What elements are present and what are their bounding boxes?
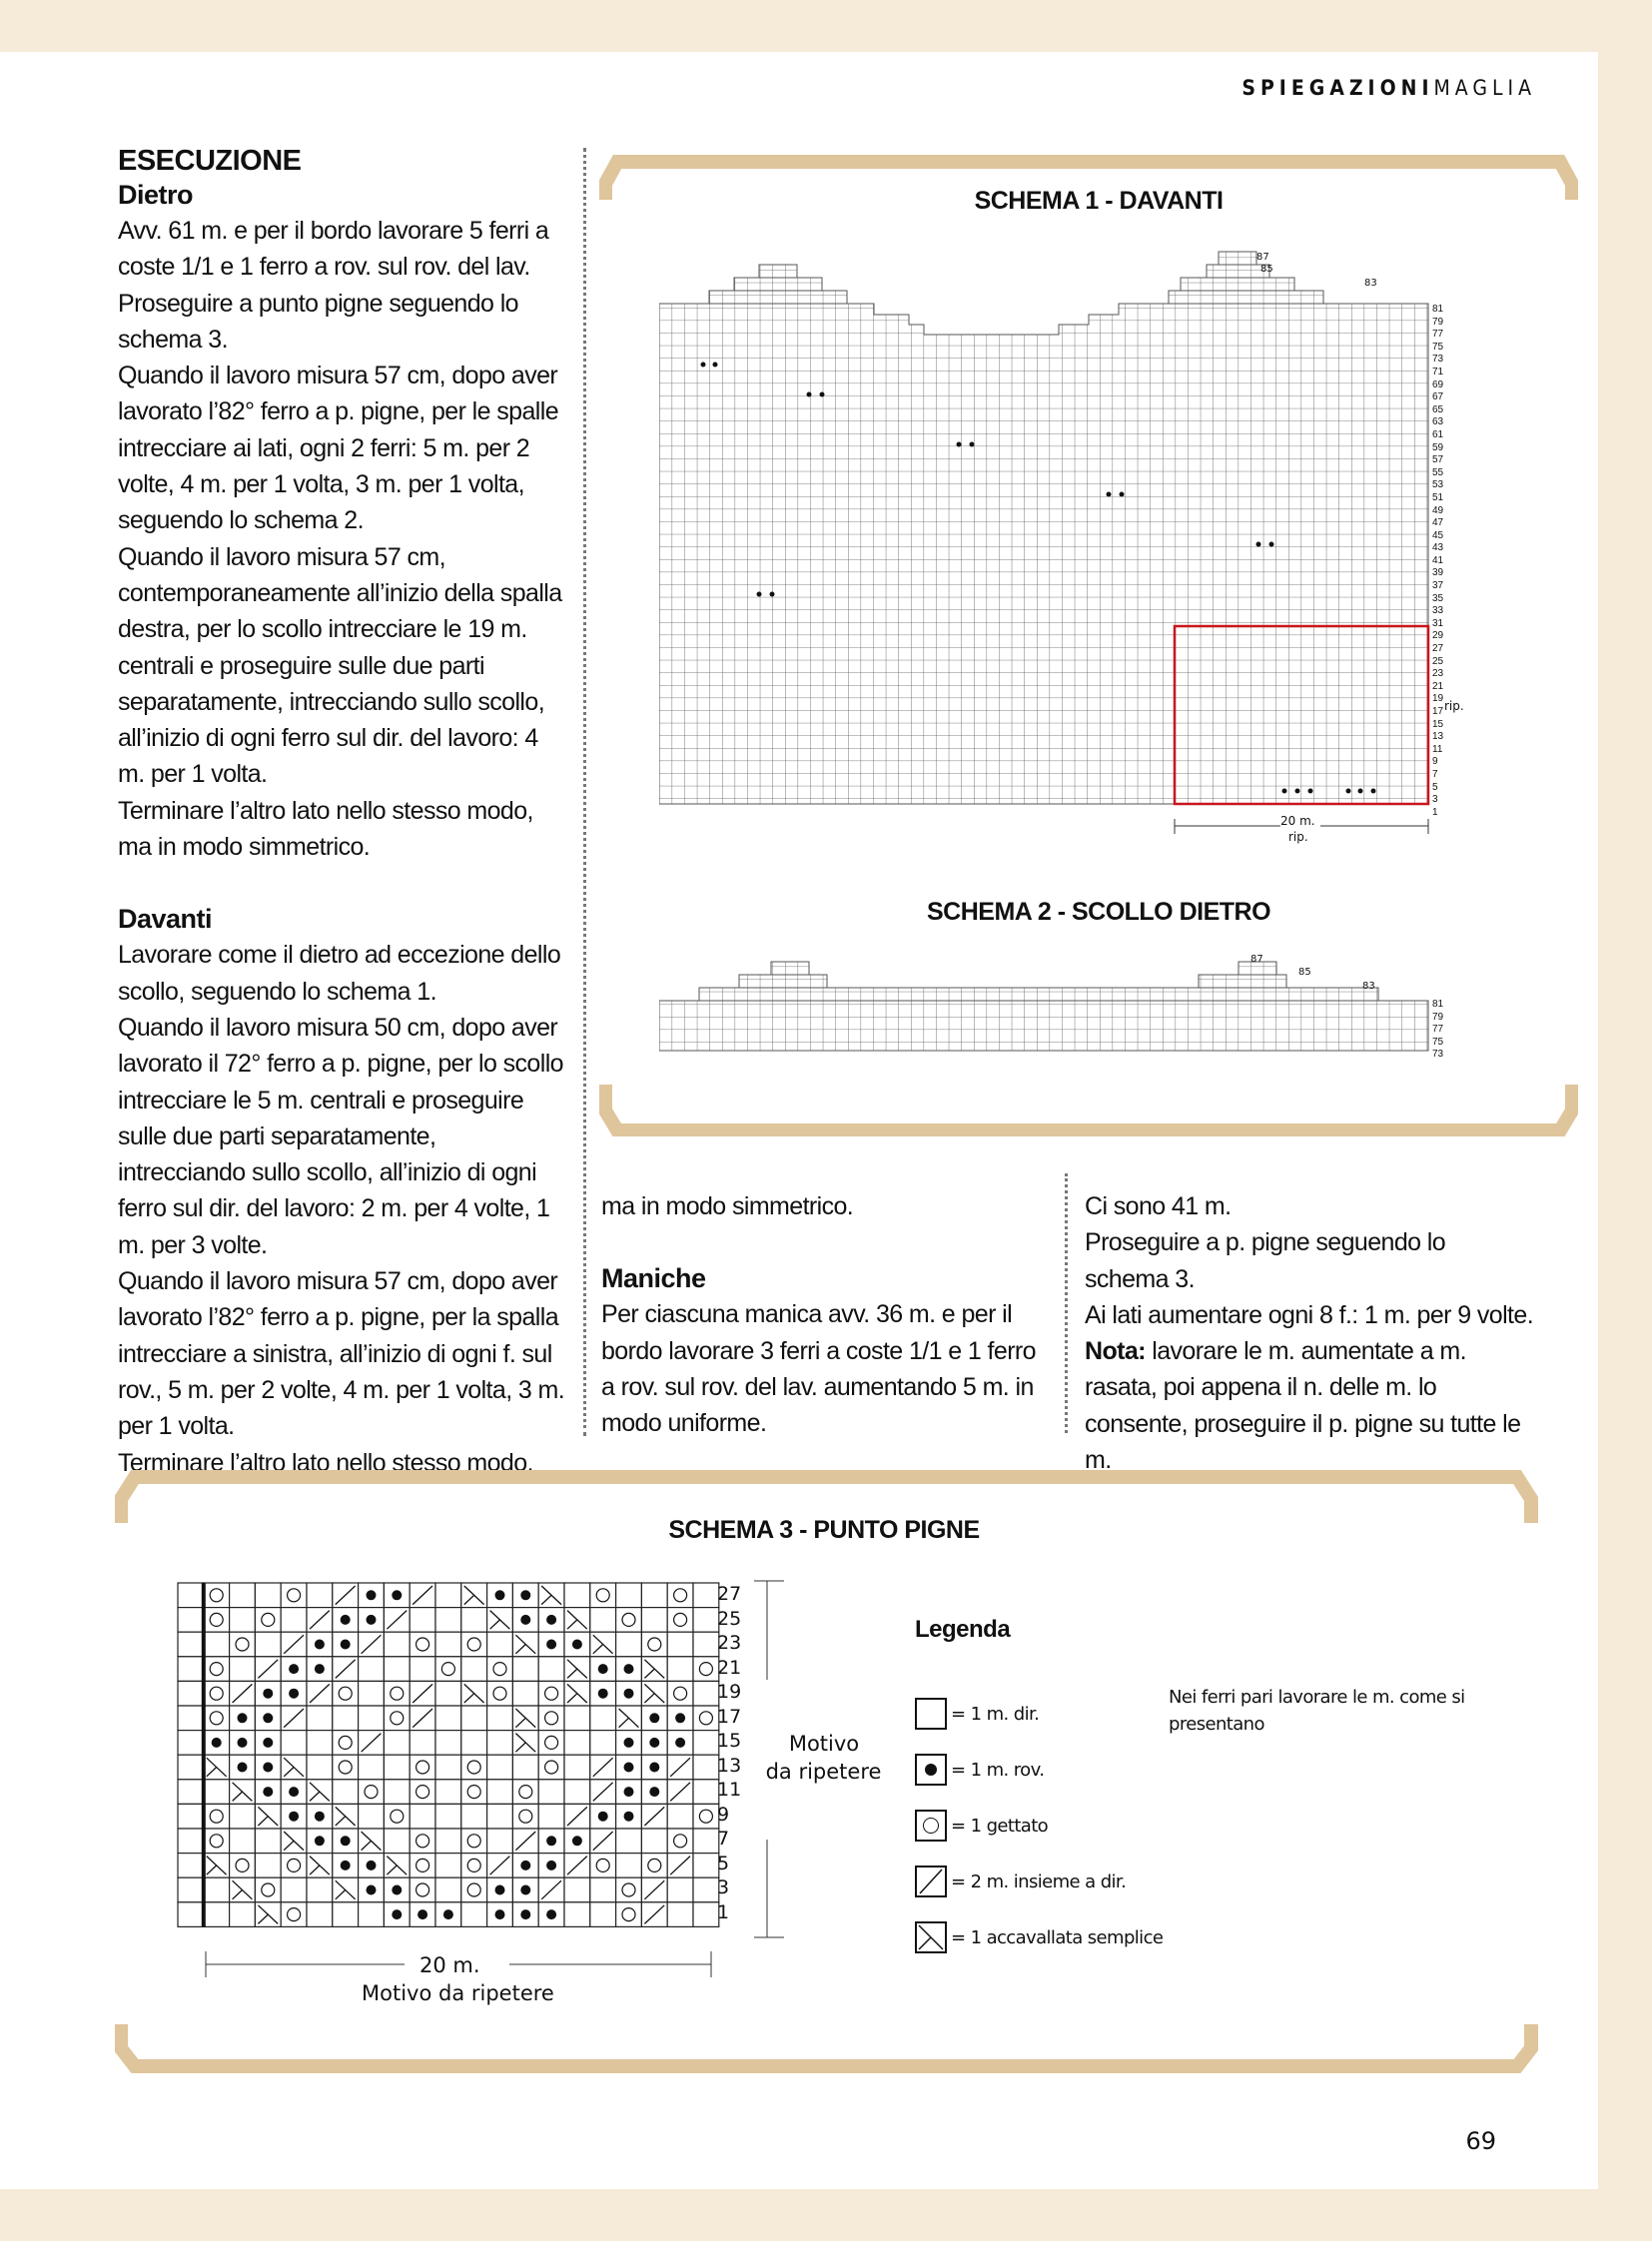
legend	[915, 1616, 1163, 1965]
schema1-label-87: 87	[1256, 252, 1269, 263]
schema1-width-sub: rip.	[1288, 830, 1308, 844]
dietro-p3: Quando il lavoro misura 57 cm, dopo aver lavorato l’82° ferro a p. pigne, per le spalle intrecciare ai lati, ogni 2 ferri: 5 m. per 2 volte, 4 m. per 1 volta, 3 m. per 1 volta, seguendo lo schema 2.	[118, 362, 559, 535]
schema1-label-83: 83	[1364, 278, 1377, 289]
nota-text: lavorare le m. aumentate a m. rasata, poi appena il n. delle m. lo consente, proseguire il p. pigne su tutte le m.	[1085, 1337, 1521, 1475]
schema2-title: SCHEMA 2 - SCOLLO DIETRO	[926, 898, 1271, 926]
schema3-side-label-1: Motivo	[788, 1732, 860, 1756]
heading-dietro: Dietro	[118, 180, 194, 210]
col3-p2: Proseguire a p. pigne seguendo lo schema 3.	[1085, 1228, 1446, 1293]
page-number: 69	[1465, 2127, 1496, 2155]
davanti-p4: Terminare l’altro lato nello stesso modo,	[118, 1448, 533, 1477]
schema1-width-label: 20 m.	[1280, 814, 1315, 828]
nota-label: Nota:	[1085, 1337, 1146, 1366]
heading-maniche: Maniche	[601, 1263, 706, 1294]
dietro-p2: Proseguire a punto pigne seguendo lo schema 3.	[118, 289, 518, 354]
schema3-chart	[177, 1582, 720, 1932]
legend-item-k2tog: = 2 m. insieme a dir.	[915, 1854, 1163, 1909]
legend-item-ssk: = 1 accavallata semplice	[915, 1909, 1163, 1965]
header-bold: SPIEGAZIONI	[1241, 76, 1434, 100]
maniche-p1: Per ciascuna manica avv. 36 m. e per il bordo lavorare 3 ferri a coste 1/1 e 1 ferro a rov. sul rov. del lav. aumentando 5 m. in modo uniforme.	[601, 1300, 1036, 1438]
col3-p3: Ai lati aumentare ogni 8 f.: 1 m. per 9 volte.	[1085, 1300, 1534, 1329]
column-divider-2	[1065, 1173, 1068, 1433]
schema3-title: SCHEMA 3 - PUNTO PIGNE	[668, 1516, 980, 1544]
dietro-p4: Quando il lavoro misura 57 cm, contemporaneamente all’inizio della spalla destra, per lo scollo intrecciare le 19 m. centrali e proseguire sulle due parti separatamente, intrecciando sullo scollo, all’inizio di ogni ferro sul dir. del lavoro: 4 m. per 1 volta.	[118, 542, 562, 789]
schema1-rip-vertical: rip.	[1444, 699, 1464, 713]
davanti-p3: Quando il lavoro misura 57 cm, dopo aver lavorato l’82° ferro a p. pigne, per la spalla intrecciare a sinistra, all’inizio di ogni f. sul rov., 5 m. per 2 volte, 4 m. per 1 volta, 3 m. per 1 volta.	[118, 1267, 565, 1441]
section-header	[1241, 76, 1536, 100]
schema3-width-label: 20 m.	[419, 1953, 480, 1977]
legend-title: Legenda	[915, 1616, 1011, 1643]
schema3-row-labels: 27 25 23 21 19 17 15 13 11 9 7 5 3 1	[717, 1583, 742, 1923]
ssk-icon	[915, 1921, 947, 1953]
legend-item-yarn-over: = 1 gettato	[915, 1798, 1163, 1854]
schema2-label-83: 83	[1362, 981, 1375, 992]
schema2-label-85: 85	[1298, 967, 1311, 978]
legend-note: Nei ferri pari lavorare le m. come si presentano	[1169, 1687, 1465, 1735]
schema1-chart	[659, 245, 1438, 844]
schema2-chart	[659, 954, 1438, 1059]
schema2-row-labels: 81 79 77 75 73	[1432, 999, 1444, 1061]
column-3	[1085, 1188, 1534, 1478]
dietro-p1: Avv. 61 m. e per il bordo lavorare 5 ferri a coste 1/1 e 1 ferro a rov. sul rov. del lav.	[118, 217, 549, 282]
schema1-title: SCHEMA 1 - DAVANTI	[974, 187, 1224, 215]
schema2-label-87: 87	[1250, 954, 1263, 965]
col3-p1: Ci sono 41 m.	[1085, 1192, 1232, 1220]
davanti-p2: Quando il lavoro misura 50 cm, dopo aver lavorato il 72° ferro a p. pigne, per lo scollo intrecciare le 5 m. centrali e proseguire sulle due parti separatamente, intrecciando sullo scollo, all’inizio di ogni ferro sul dir. del lavoro: 2 m. per 4 volte, 1 m. per 3 volte.	[118, 1013, 563, 1259]
purl-icon	[915, 1754, 947, 1786]
dietro-p5: Terminare l’altro lato nello stesso modo, ma in modo simmetrico.	[118, 796, 533, 862]
schema3-side-label-2: da ripetere	[765, 1760, 882, 1784]
knit-icon	[915, 1698, 947, 1730]
header-light: MAGLIA	[1433, 76, 1536, 100]
davanti-p1: Lavorare come il dietro ad eccezione dello scollo, seguendo lo schema 1.	[118, 941, 561, 1006]
heading-esecuzione: ESECUZIONE	[118, 145, 302, 177]
legend-item-knit: = 1 m. dir.	[915, 1686, 1163, 1742]
heading-davanti: Davanti	[118, 904, 213, 935]
legend-item-purl: = 1 m. rov.	[915, 1742, 1163, 1798]
k2tog-icon	[915, 1866, 947, 1897]
col3-nota	[1085, 1333, 1534, 1478]
col2-continuation: ma in modo simmetrico.	[601, 1192, 854, 1220]
yarn-over-icon	[915, 1810, 947, 1842]
schema3-width-sub: Motivo da ripetere	[362, 1981, 554, 2005]
schema1-label-85: 85	[1260, 264, 1273, 275]
column-1	[118, 145, 565, 1481]
column-divider	[583, 148, 586, 1436]
schema1-row-labels: 81 79 77 75 73 71 69 67 65 63 61 59 57 55 53 51 49 47 45 43 41 39 37 35 33 31 29 27 25 23 21 19 17 15 13 11 9 7 5 3 1	[1432, 304, 1444, 818]
column-2	[601, 1188, 1051, 1441]
